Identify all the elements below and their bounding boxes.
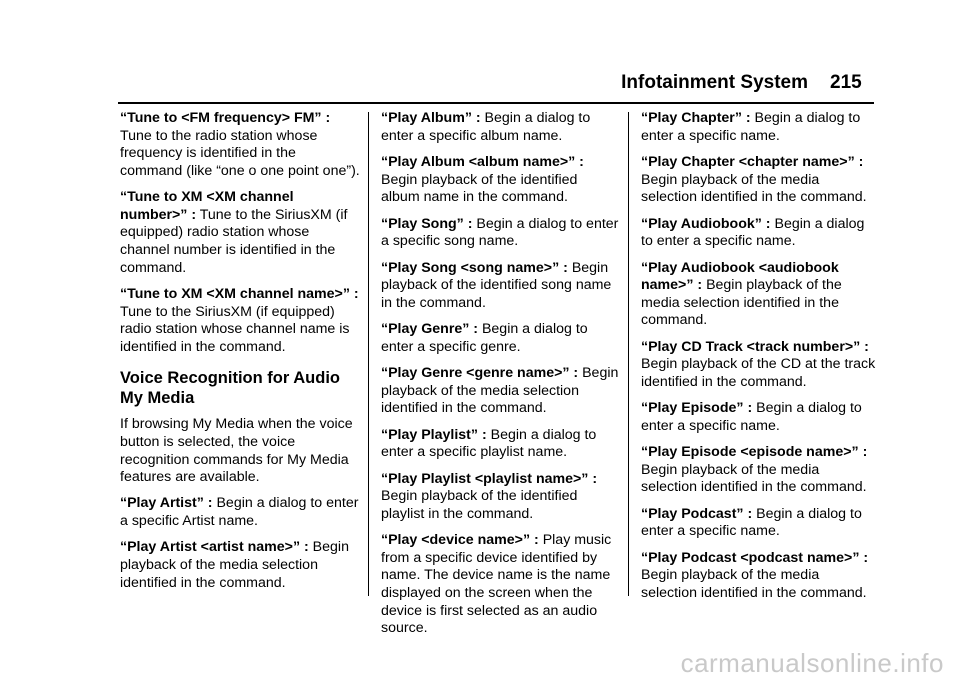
command-entry: [120, 189, 360, 277]
command-phrase: “Play CD Track <track number>” :: [641, 338, 869, 355]
command-phrase: “Play Chapter <chapter name>” :: [641, 153, 864, 170]
command-description: Begin a dialog to enter a specific name.: [641, 215, 865, 250]
command-entry: [641, 110, 879, 145]
command-entry: [381, 216, 619, 251]
command-description: Begin playback of the media selection identified in the command.: [641, 171, 867, 206]
command-entry: [641, 400, 879, 435]
command-phrase: “Play Genre” :: [381, 321, 478, 338]
command-phrase: “Play Album <album name>” :: [381, 153, 584, 170]
command-phrase: “Play Episode” :: [641, 400, 753, 417]
command-description: Begin a dialog to enter a specific playlist name.: [381, 426, 597, 461]
section-intro: If browsing My Media when the voice button is selected, the voice recognition commands for My Media features are available.: [120, 416, 353, 486]
command-phrase: “Play Chapter” :: [641, 110, 751, 126]
command-description: Tune to the SiriusXM (if equipped) radio station whose channel number is identified in the command.: [120, 206, 348, 276]
command-phrase: “Play Podcast” :: [641, 505, 753, 522]
command-entry: [641, 216, 879, 251]
command-entry: [120, 495, 360, 530]
command-phrase: “Play <device name>” :: [381, 532, 539, 549]
command-description: Begin playback of the media selection identified in the command.: [641, 567, 867, 602]
command-entry: [641, 339, 879, 392]
command-entry: [641, 154, 879, 207]
command-phrase: “Tune to XM <XM channel number>” :: [120, 189, 294, 223]
command-description: Tune to the radio station whose frequency is identified in the command (like “one o one point one”).: [120, 127, 360, 179]
command-description: Begin a dialog to enter a specific name.: [641, 400, 862, 434]
text-column-3: [641, 110, 879, 611]
command-entry: [120, 539, 360, 592]
text-column-1: [120, 110, 360, 601]
command-phrase: “Play Artist <artist name>” :: [120, 539, 309, 556]
command-description: Begin playback of the media selection identified in the command.: [641, 461, 867, 496]
command-entry: [641, 506, 879, 541]
command-description: Begin playback of the media selection identified in the command.: [381, 365, 619, 417]
command-description: Begin playback of the identified song name in the command.: [381, 259, 612, 311]
command-entry: [120, 110, 360, 180]
command-entry: [381, 471, 619, 524]
command-phrase: “Play Episode <episode name>” :: [641, 444, 868, 461]
command-description: Begin a dialog to enter a specific name.: [641, 110, 861, 144]
command-entry: [641, 260, 879, 330]
command-entry: [381, 365, 619, 418]
command-description: Tune to the SiriusXM (if equipped) radio station whose channel name is identified in the command.: [120, 303, 350, 355]
command-phrase: “Play Artist” :: [120, 495, 213, 512]
text-column-2: [381, 110, 619, 647]
command-description: Play music from a specific device identified by name. The device name is the name displayed on the screen when the device is first selected as an audio source.: [381, 532, 612, 637]
command-description: Begin a dialog to enter a specific song name.: [381, 215, 619, 250]
command-entry: [381, 110, 619, 145]
page-title: Infotainment System: [621, 72, 808, 93]
command-phrase: “Play Playlist” :: [381, 426, 487, 443]
command-phrase: “Play Album” :: [381, 110, 481, 126]
command-phrase: “Play Song” :: [381, 215, 473, 232]
command-phrase: “Play Audiobook” :: [641, 215, 771, 232]
command-description: Begin playback of the CD at the track identified in the command.: [641, 356, 876, 390]
section-heading: Voice Recognition for Audio My Media: [120, 369, 340, 408]
command-entry: [381, 427, 619, 462]
command-description: Begin a dialog to enter a specific Artist name.: [120, 495, 359, 530]
command-entry: [120, 286, 360, 356]
command-description: Begin a dialog to enter a specific name.: [641, 505, 862, 540]
command-phrase: “Play Genre <genre name>” :: [381, 365, 579, 382]
header-divider: [118, 102, 874, 104]
command-phrase: “Tune to <FM frequency> FM” :: [120, 110, 331, 126]
command-entry: [641, 550, 879, 603]
command-description: Begin playback of the identified album name in the command.: [381, 171, 578, 206]
command-description: Begin playback of the media selection identified in the command.: [641, 277, 842, 329]
command-entry: [641, 444, 879, 497]
command-phrase: “Tune to XM <XM channel name>” :: [120, 285, 359, 302]
command-entry: [381, 532, 619, 638]
command-phrase: “Play Podcast <podcast name>” :: [641, 549, 869, 566]
command-phrase: “Play Playlist <playlist name>” :: [381, 470, 598, 487]
command-entry: [381, 321, 619, 356]
command-description: Begin a dialog to enter a specific genre.: [381, 321, 588, 355]
site-watermark: carmanualsonline.info: [680, 648, 944, 678]
column-divider-2: [628, 112, 629, 596]
command-entry: [381, 260, 619, 313]
command-entry: [381, 154, 619, 207]
command-description: Begin a dialog to enter a specific album name.: [381, 110, 591, 144]
command-phrase: “Play Audiobook <audiobook name>” :: [641, 259, 839, 294]
column-divider-1: [368, 112, 369, 596]
command-phrase: “Play Song <song name>” :: [381, 259, 568, 276]
command-description: Begin playback of the media selection identified in the command.: [120, 539, 349, 591]
command-description: Begin playback of the identified playlist in the command.: [381, 488, 578, 522]
page-number: 215: [830, 72, 862, 93]
